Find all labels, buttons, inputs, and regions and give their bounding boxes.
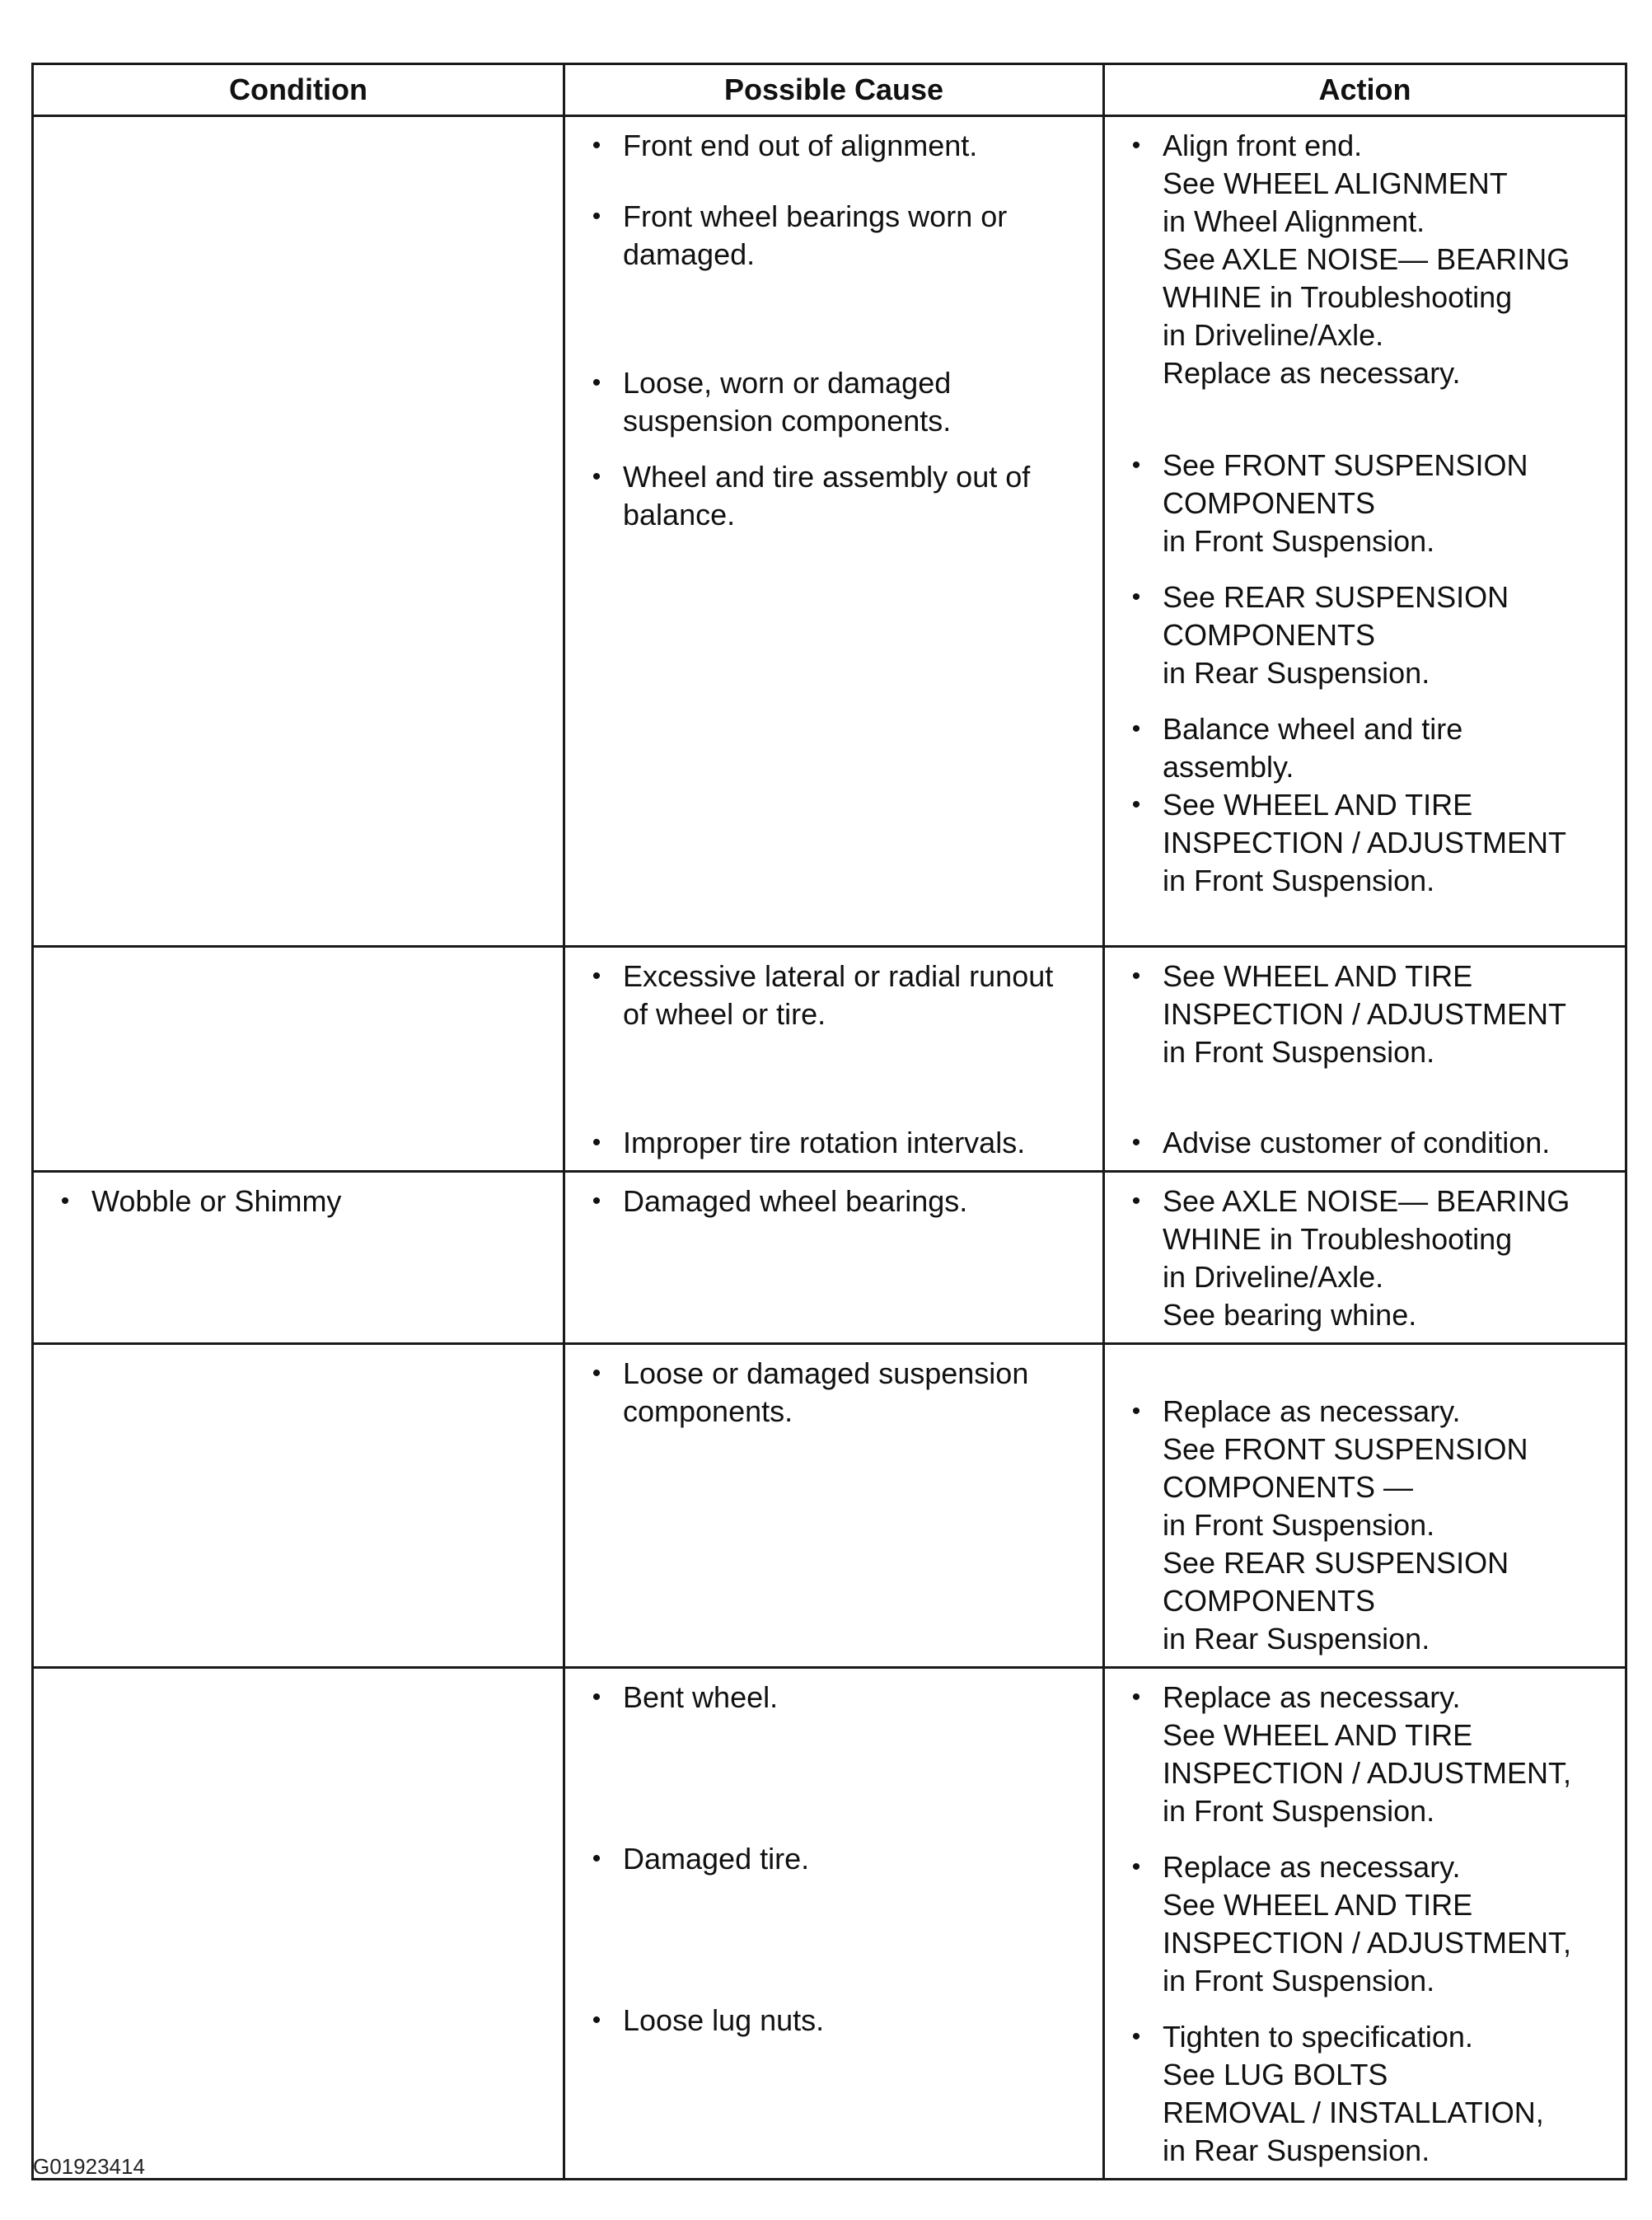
cause-cell	[564, 116, 1104, 947]
bullet-icon: •	[1131, 1129, 1141, 1156]
action-item	[1110, 958, 1620, 1071]
action-item	[1110, 1124, 1620, 1162]
text-line: See FRONT SUSPENSION	[1163, 1432, 1528, 1466]
cause-text	[623, 2002, 1097, 2040]
text-line: in Front Suspension.	[1163, 1508, 1435, 1542]
text-line: See REAR SUSPENSION	[1163, 1546, 1509, 1580]
text-line: in Front Suspension.	[1163, 864, 1435, 897]
cause-item	[570, 364, 1097, 440]
action-text	[1163, 1393, 1620, 1658]
spacer	[1110, 2000, 1620, 2018]
text-line: INSPECTION / ADJUSTMENT,	[1163, 1926, 1572, 1960]
text-line: INSPECTION / ADJUSTMENT	[1163, 826, 1567, 859]
table-header-row	[33, 64, 1626, 116]
condition-cell	[33, 1668, 564, 2180]
cause-cell	[564, 1172, 1104, 1344]
text-line: Replace as necessary.	[1163, 356, 1461, 390]
table-row	[33, 1172, 1626, 1344]
bullet-icon: •	[1131, 791, 1141, 818]
spacer	[1110, 392, 1620, 447]
bullet-icon: •	[592, 132, 601, 159]
text-line: suspension components.	[623, 404, 952, 438]
text-line: Wheel and tire assembly out of	[623, 460, 1031, 494]
troubleshooting-table	[31, 63, 1627, 2180]
bullet-icon: •	[592, 463, 601, 490]
cause-item	[570, 127, 1097, 165]
cause-text	[623, 1355, 1097, 1431]
cause-item	[570, 1679, 1097, 1717]
text-line: REMOVAL / INSTALLATION,	[1163, 2096, 1544, 2129]
table-body	[33, 116, 1626, 2180]
spacer	[1110, 1355, 1620, 1393]
header-condition: Condition	[33, 64, 564, 116]
text-line: COMPONENTS —	[1163, 1470, 1414, 1504]
action-text	[1163, 127, 1620, 392]
spacer	[570, 1878, 1097, 2002]
action-text	[1163, 578, 1620, 692]
text-line: damaged.	[623, 237, 756, 271]
condition-cell	[33, 1344, 564, 1668]
text-line: in Rear Suspension.	[1163, 1622, 1430, 1656]
bullet-icon: •	[60, 1187, 70, 1215]
cause-item	[570, 1840, 1097, 1878]
table-row	[33, 1344, 1626, 1668]
text-line: Loose or damaged suspension	[623, 1356, 1029, 1390]
text-line: in Driveline/Axle.	[1163, 1260, 1384, 1294]
action-cell	[1104, 116, 1626, 947]
cause-item	[570, 1183, 1097, 1220]
action-item	[1110, 1848, 1620, 2000]
action-text	[1163, 786, 1620, 900]
troubleshooting-table-frame	[31, 63, 1625, 2180]
text-line: COMPONENTS	[1163, 618, 1376, 652]
text-line: Excessive lateral or radial runout	[623, 959, 1054, 993]
action-item	[1110, 127, 1620, 392]
text-line: Bent wheel.	[623, 1680, 779, 1714]
text-line: See WHEEL AND TIRE	[1163, 1888, 1473, 1922]
action-text	[1163, 2018, 1620, 2170]
condition-item	[39, 1183, 558, 1220]
action-text	[1163, 1183, 1620, 1334]
text-line: Front end out of alignment.	[623, 129, 978, 162]
text-line: Loose lug nuts.	[623, 2003, 825, 2037]
text-line: WHINE in Troubleshooting	[1163, 280, 1513, 314]
text-line: COMPONENTS	[1163, 486, 1376, 520]
text-line: in Front Suspension.	[1163, 1964, 1435, 1998]
text-line: See AXLE NOISE— BEARING	[1163, 1184, 1570, 1218]
cause-item	[570, 1124, 1097, 1162]
bullet-icon: •	[592, 962, 601, 990]
action-item	[1110, 447, 1620, 560]
condition-text	[91, 1183, 558, 1220]
text-line: Balance wheel and tire	[1163, 712, 1463, 746]
cause-text	[623, 1124, 1097, 1162]
action-cell	[1104, 1668, 1626, 2180]
cause-text	[623, 127, 1097, 165]
action-item	[1110, 1183, 1620, 1334]
action-text	[1163, 1848, 1620, 2000]
text-line: in Rear Suspension.	[1163, 656, 1430, 690]
bullet-icon: •	[592, 203, 601, 230]
cause-item	[570, 2002, 1097, 2040]
action-cell	[1104, 1172, 1626, 1344]
text-line: in Wheel Alignment.	[1163, 204, 1425, 238]
text-line: in Front Suspension.	[1163, 1035, 1435, 1069]
action-item	[1110, 786, 1620, 900]
bullet-icon: •	[592, 1845, 601, 1872]
action-text	[1163, 710, 1620, 786]
spacer	[570, 440, 1097, 458]
text-line: COMPONENTS	[1163, 1584, 1376, 1618]
bullet-icon: •	[1131, 1187, 1141, 1215]
bullet-icon: •	[1131, 132, 1141, 159]
spacer	[1110, 1830, 1620, 1848]
spacer	[1110, 692, 1620, 710]
bullet-icon: •	[1131, 583, 1141, 611]
text-line: INSPECTION / ADJUSTMENT	[1163, 997, 1567, 1031]
text-line: See LUG BOLTS	[1163, 2058, 1388, 2091]
bullet-icon: •	[1131, 1684, 1141, 1711]
action-cell	[1104, 1344, 1626, 1668]
action-item	[1110, 1393, 1620, 1658]
action-text	[1163, 447, 1620, 560]
cause-item	[570, 458, 1097, 534]
text-line: in Driveline/Axle.	[1163, 318, 1384, 352]
action-item	[1110, 578, 1620, 692]
bullet-icon: •	[592, 1684, 601, 1711]
cause-cell	[564, 947, 1104, 1172]
figure-code: G01923414	[33, 2154, 145, 2179]
bullet-icon: •	[592, 1360, 601, 1387]
condition-cell	[33, 116, 564, 947]
bullet-icon: •	[1131, 452, 1141, 479]
text-line: See REAR SUSPENSION	[1163, 580, 1509, 614]
text-line: Replace as necessary.	[1163, 1850, 1461, 1884]
spacer	[570, 274, 1097, 364]
cause-text	[623, 1183, 1097, 1220]
cause-text	[623, 958, 1097, 1033]
bullet-icon: •	[592, 369, 601, 396]
table-row	[33, 1668, 1626, 2180]
condition-cell	[33, 947, 564, 1172]
action-text	[1163, 958, 1620, 1071]
action-item	[1110, 710, 1620, 786]
text-line: Align front end.	[1163, 129, 1363, 162]
text-line: Tighten to specification.	[1163, 2020, 1473, 2054]
cause-item	[570, 958, 1097, 1033]
action-cell	[1104, 947, 1626, 1172]
text-line: See AXLE NOISE— BEARING	[1163, 242, 1570, 276]
cause-text	[623, 458, 1097, 534]
text-line: Replace as necessary.	[1163, 1680, 1461, 1714]
text-line: in Front Suspension.	[1163, 524, 1435, 558]
header-action: Action	[1104, 64, 1626, 116]
text-line: of wheel or tire.	[623, 997, 826, 1031]
cause-text	[623, 198, 1097, 274]
text-line: Improper tire rotation intervals.	[623, 1126, 1026, 1159]
bullet-icon: •	[1131, 1853, 1141, 1880]
cause-text	[623, 364, 1097, 440]
cause-cell	[564, 1668, 1104, 2180]
text-line: See WHEEL ALIGNMENT	[1163, 166, 1508, 200]
text-line: in Front Suspension.	[1163, 1794, 1435, 1828]
spacer	[570, 1717, 1097, 1840]
bullet-icon: •	[592, 1187, 601, 1215]
cause-text	[623, 1840, 1097, 1878]
spacer	[1110, 1071, 1620, 1124]
table-row	[33, 116, 1626, 947]
bullet-icon: •	[592, 1129, 601, 1156]
text-line: See WHEEL AND TIRE	[1163, 959, 1473, 993]
text-line: WHINE in Troubleshooting	[1163, 1222, 1513, 1256]
bullet-icon: •	[1131, 1398, 1141, 1425]
cause-cell	[564, 1344, 1104, 1668]
text-line: balance.	[623, 498, 736, 532]
text-line: Replace as necessary.	[1163, 1394, 1461, 1428]
action-item	[1110, 2018, 1620, 2170]
text-line: Loose, worn or damaged	[623, 366, 952, 400]
bullet-icon: •	[592, 2007, 601, 2034]
text-line: Damaged wheel bearings.	[623, 1184, 968, 1218]
text-line: Wobble or Shimmy	[91, 1184, 342, 1218]
condition-cell	[33, 1172, 564, 1344]
text-line: components.	[623, 1394, 793, 1428]
spacer	[1110, 560, 1620, 578]
spacer	[570, 165, 1097, 198]
text-line: Damaged tire.	[623, 1842, 810, 1876]
text-line: INSPECTION / ADJUSTMENT,	[1163, 1756, 1572, 1790]
text-line: See WHEEL AND TIRE	[1163, 788, 1473, 822]
text-line: assembly.	[1163, 750, 1294, 784]
bullet-icon: •	[1131, 962, 1141, 990]
text-line: Advise customer of condition.	[1163, 1126, 1551, 1159]
bullet-icon: •	[1131, 2023, 1141, 2050]
table-row	[33, 947, 1626, 1172]
cause-item	[570, 1355, 1097, 1431]
action-text	[1163, 1679, 1620, 1830]
text-line: See WHEEL AND TIRE	[1163, 1718, 1473, 1752]
action-item	[1110, 1679, 1620, 1830]
text-line: in Rear Suspension.	[1163, 2133, 1430, 2167]
cause-item	[570, 198, 1097, 274]
text-line: Front wheel bearings worn or	[623, 199, 1008, 233]
text-line: See FRONT SUSPENSION	[1163, 448, 1528, 482]
spacer	[570, 1033, 1097, 1124]
action-text	[1163, 1124, 1620, 1162]
text-line: See bearing whine.	[1163, 1298, 1417, 1332]
cause-text	[623, 1679, 1097, 1717]
bullet-icon: •	[1131, 715, 1141, 742]
header-possible-cause: Possible Cause	[564, 64, 1104, 116]
